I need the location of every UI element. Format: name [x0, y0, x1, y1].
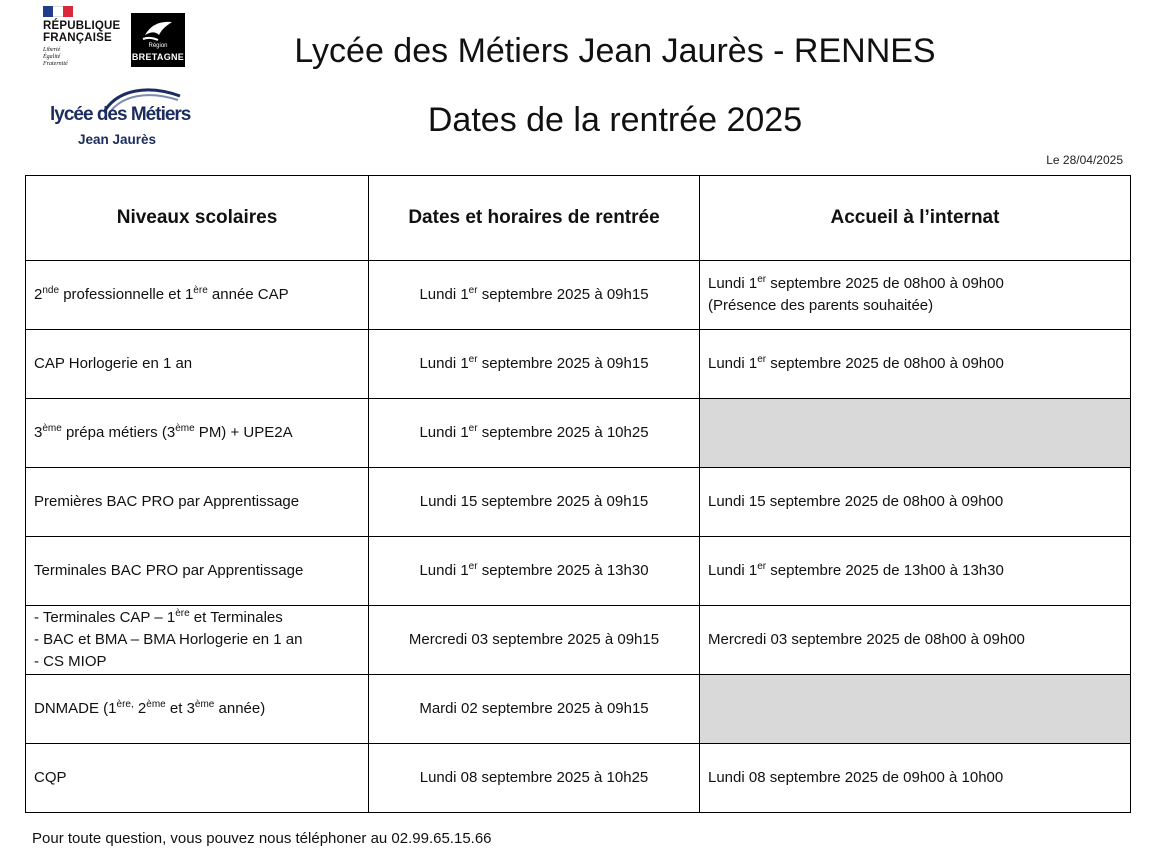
- table-row: [26, 537, 1131, 606]
- level-cell: CQP: [26, 744, 369, 813]
- table-row: [26, 744, 1131, 813]
- accueil-cell: Lundi 15 septembre 2025 de 08h00 à 09h00: [700, 468, 1131, 537]
- french-flag-icon: [43, 6, 73, 17]
- accueil-cell: Lundi 1er septembre 2025 de 08h00 à 09h00: [700, 330, 1131, 399]
- table-row: [26, 399, 1131, 468]
- header-internat: Accueil à l’internat: [700, 176, 1131, 261]
- accueil-cell: Mercredi 03 septembre 2025 de 08h00 à 09h00: [700, 606, 1131, 675]
- date-cell: Mercredi 03 septembre 2025 à 09h15: [369, 606, 700, 675]
- table-row: [26, 468, 1131, 537]
- republique-francaise-logo: [43, 6, 125, 74]
- date-cell: Mardi 02 septembre 2025 à 09h15: [369, 675, 700, 744]
- lycee-logo-sub: Jean Jaurès: [78, 132, 157, 147]
- republique-name: RÉPUBLIQUE FRANÇAISE: [43, 20, 121, 44]
- header-niveaux: Niveaux scolaires: [26, 176, 369, 261]
- table-row: [26, 675, 1131, 744]
- date-cell: Lundi 15 septembre 2025 à 09h15: [369, 468, 700, 537]
- date-cell: Lundi 1er septembre 2025 à 09h15: [369, 261, 700, 330]
- level-cell: 3ème prépa métiers (3ème PM) + UPE2A: [26, 399, 369, 468]
- accueil-cell: Lundi 1er septembre 2025 de 08h00 à 09h00 (Présence des parents souhaitée): [700, 261, 1131, 330]
- level-cell: - Terminales CAP – 1ère et Terminales - BAC et BMA – BMA Horlogerie en 1 an - CS MIOP: [26, 606, 369, 675]
- rentree-table: [25, 175, 1131, 813]
- date-cell: Lundi 1er septembre 2025 à 13h30: [369, 537, 700, 606]
- document-date: Le 28/04/2025: [1046, 153, 1123, 167]
- page-subtitle: Dates de la rentrée 2025: [427, 101, 803, 139]
- footer-contact: Pour toute question, vous pouvez nous téléphoner au 02.99.65.15.66: [32, 830, 492, 847]
- lycee-logo-name: lycée des Métiers: [50, 104, 191, 125]
- region-name: BRETAGNE: [131, 52, 185, 62]
- accueil-cell: Lundi 08 septembre 2025 de 09h00 à 10h00: [700, 744, 1131, 813]
- date-cell: Lundi 08 septembre 2025 à 10h25: [369, 744, 700, 813]
- level-cell: Terminales BAC PRO par Apprentissage: [26, 537, 369, 606]
- accueil-cell-empty: [700, 675, 1131, 744]
- page-title: Lycée des Métiers Jean Jaurès - RENNES: [294, 32, 936, 70]
- level-cell: CAP Horlogerie en 1 an: [26, 330, 369, 399]
- level-cell: Premières BAC PRO par Apprentissage: [26, 468, 369, 537]
- accueil-note: (Présence des parents souhaitée): [708, 297, 934, 314]
- date-cell: Lundi 1er septembre 2025 à 10h25: [369, 399, 700, 468]
- accueil-cell: Lundi 1er septembre 2025 de 13h00 à 13h30: [700, 537, 1131, 606]
- level-cell: DNMADE ($1^{ère,}$ 2ème et 3ème année): [26, 675, 369, 744]
- table-header-row: [26, 176, 1131, 261]
- region-bretagne-logo: [131, 13, 185, 67]
- header-dates: Dates et horaires de rentrée: [369, 176, 700, 261]
- accueil-cell-empty: [700, 399, 1131, 468]
- table-row: [26, 261, 1131, 330]
- date-cell: Lundi 1er septembre 2025 à 09h15: [369, 330, 700, 399]
- region-label: Région: [148, 43, 168, 49]
- table-row: [26, 330, 1131, 399]
- level-cell: 2nde professionnelle et 1ère année CAP: [26, 261, 369, 330]
- table-row: [26, 606, 1131, 675]
- lycee-metiers-logo: [50, 86, 190, 152]
- ermine-icon: [139, 17, 177, 43]
- republique-motto: Liberté Égalité Fraternité: [43, 47, 68, 67]
